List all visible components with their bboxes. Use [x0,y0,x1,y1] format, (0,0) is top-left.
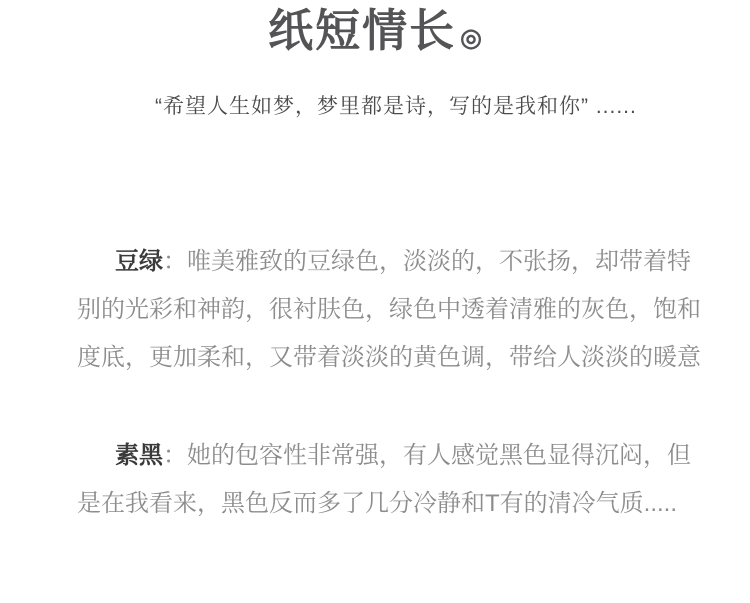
page-title-text: 纸短情长 [268,5,457,56]
paragraph-line: 度底，更加柔和，又带着淡淡的黄色调，带给人淡淡的暖意 [77,344,701,371]
circle-symbol: ◎ [460,24,482,52]
page-title [0,2,750,71]
paragraph-dou-lv [77,238,701,382]
paragraph-line-text: ：唯美雅致的豆绿色，淡淡的，不张扬，却带着特 [163,248,691,275]
paragraph-lead: 豆绿 [115,248,163,275]
body-text [77,238,701,528]
paragraph-line: 是在我看来，黑色反而多了几分冷静和T有的清冷气质..... [77,490,677,517]
paragraph-line-text: ：她的包容性非常强，有人感觉黑色显得沉闷，但 [163,442,691,469]
paragraph-lead: 素黑 [115,442,163,469]
paragraph-su-hei [77,432,691,528]
paragraph-line: 别的光彩和神韵，很衬肤色，绿色中透着清雅的灰色，饱和 [77,296,701,323]
paragraph-line [77,238,691,286]
paragraph-line [77,432,691,480]
subtitle-quote: “希望人生如梦，梦里都是诗，写的是我和你” ...... [155,95,637,118]
